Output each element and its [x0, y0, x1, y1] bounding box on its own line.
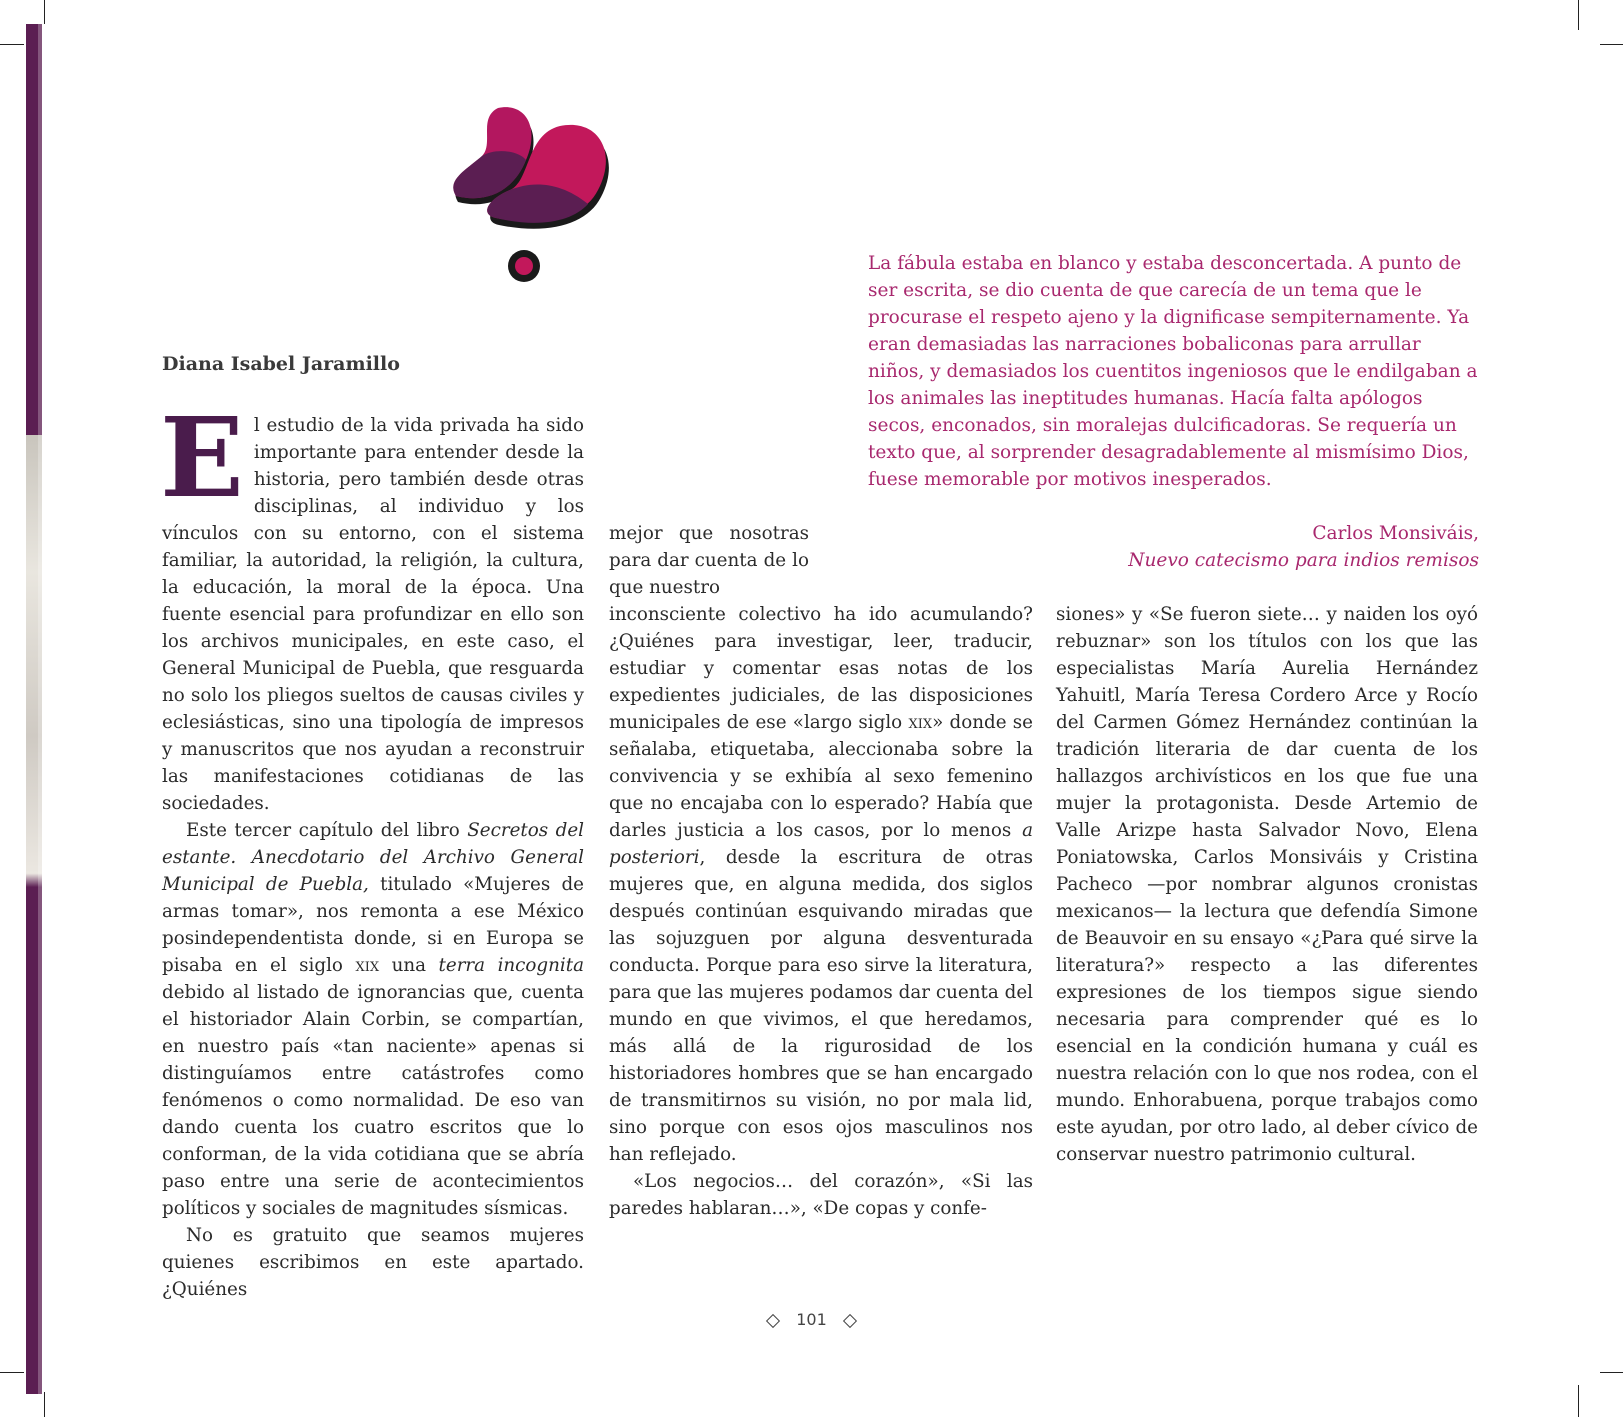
- text-run: titulado «Mujeres de armas tomar», nos remonta a ese México posindependentista donde, si en Europa se pisaba en el siglo: [162, 874, 585, 976]
- crop-mark: [44, 1392, 45, 1417]
- latin-term: terra incognita: [438, 955, 584, 976]
- article-author: Diana Isabel Jaramillo: [162, 353, 400, 375]
- crop-mark: [1600, 1372, 1623, 1373]
- crop-mark: [0, 1372, 24, 1373]
- crop-mark: [0, 44, 24, 45]
- epigraph-attribution: [979, 520, 1479, 574]
- drop-cap: E: [160, 393, 244, 522]
- crop-mark: [1578, 1385, 1579, 1417]
- crop-mark: [1578, 0, 1579, 30]
- column-2-flow: [609, 601, 1033, 1168]
- paragraph: [609, 1168, 1033, 1222]
- diamond-ornament: [843, 1313, 857, 1327]
- crop-mark: [44, 0, 45, 24]
- epigraph-work-title: Nuevo catecismo para indios remisos: [1128, 550, 1479, 571]
- text-run: una: [379, 955, 439, 976]
- text-run: debido al listado de ignorancias que, cuenta el historiador Alain Corbin, se compartían, en nuestro país «tan naciente» apenas si distinguíamos entre catástrofes como fenómenos o como normalidad. De eso van dando cuenta los cuatro escritos que lo conforman, de la vida cotidiana que se abría paso entre una serie de acontecimientos políticos y sociales de magnitudes sísmicas.: [162, 982, 584, 1219]
- book-title: Secretos del estante. Anecdotario del Archivo General Municipal de Puebla,: [162, 820, 584, 895]
- diamond-ornament: [766, 1313, 780, 1327]
- binding-strip: [26, 24, 42, 1394]
- paragraph-continuation: [1056, 601, 1478, 1168]
- century-numeral: xix: [355, 955, 380, 976]
- paragraph: [160, 393, 584, 817]
- paragraph-continuation: inconsciente colectivo ha ido acumulando? ¿Quiénes para investigar, leer, traducir, estudiar y comentar esas notas de los expedientes judiciales, de las disposiciones municipales de ese «largo siglo xix» donde se señalaba, etiquetaba, aleccionaba sobre la convivencia y se exhibía al sexo femenino que no encajaba con lo esperado? Había que darles justicia a los casos, por lo menos a posteriori, desde la escritura de otras mujeres que, en alguna medida, dos siglos después continúan esquivando miradas que las sojuzguen por alguna desventurada conducta. Porque para eso sirve la literatura, para que las mujeres podamos dar cuenta del mundo en que vivimos, el que heredamos, más allá de la rigurosidad de los historiadores hombres que se han encargado de transmitirnos su visión, no por mala lid, sino porque con esos ojos masculinos nos han reflejado.: [609, 604, 1033, 1165]
- text-run: Este tercer capítulo del libro: [186, 820, 468, 841]
- page-folio: [0, 1310, 1623, 1329]
- decorative-heart-logo: [448, 100, 620, 286]
- epigraph-author: Carlos Monsiváis,: [1312, 523, 1479, 544]
- crop-mark: [1600, 44, 1623, 45]
- paragraph: [162, 1222, 584, 1303]
- epigraph-quote: La fábula estaba en blanco y estaba desconcertada. A punto de ser escrita, se dio cuenta de que carecía de un tema que le procurase el respeto ajeno y la dignificase sempiternamente. Ya eran demasiadas las narraciones bobaliconas para arrullar niños, y demasiados los cuentitos ingeniosos que le endilgaban a los animales las ineptitudes humanas. Hacía falta apólogos secos, enconados, sin moralejas dulcificadoras. Se requería un texto que, al sorprender desagradablemente al mismísimo Dios, fuese memorable por motivos inesperados.: [868, 253, 1478, 490]
- text-column-2-top: [609, 520, 809, 601]
- text-column-2: [609, 601, 1033, 1222]
- paragraph: [162, 817, 584, 1222]
- text-run: «Los negocios… del corazón», «Si las paredes hablaran…», «De copas y confe-: [609, 1171, 1033, 1219]
- text-column-3: [1056, 601, 1478, 1168]
- paragraph-continuation: mejor que nosotras para dar cuenta de lo que nuestro: [609, 523, 809, 598]
- paragraph-text: l estudio de la vida privada ha sido importante para entender desde la historia, pero también desde otras disciplinas, al individuo y los vínculos con su entorno, con el sistema familiar, la autoridad, la religión, la cultura, la educación, la moral de la época. Una fuente esencial para profundizar en ello son los archivos municipales, en este caso, el General Municipal de Puebla, que resguarda no solo los pliegos sueltos de causas civiles y eclesiásticas, sino una tipología de impresos y manuscritos que nos ayudan a reconstruir las manifestaciones cotidianas de las sociedades.: [162, 415, 584, 814]
- text-run: No es gratuito que seamos mujeres quienes escribimos en este apartado. ¿Quiénes: [162, 1225, 584, 1300]
- page-number: 101: [796, 1310, 827, 1329]
- text-column-1: [160, 393, 585, 1303]
- text-run: siones» y «Se fueron siete… y naiden los oyó rebuznar» son los títulos con los que las especialistas María Aurelia Hernández Yahuitl, María Teresa Cordero Arce y Rocío del Carmen Gómez Hernández continúan la tradición literaria de dar cuenta de los hallazgos archivísticos en los que fue una mujer la protagonista. Desde Artemio de Valle Arizpe hasta Salvador Novo, Elena Poniatowska, Carlos Monsiváis y Cristina Pacheco —por nombrar algunos cronistas mexicanos— la lectura que defendía Simone de Beauvoir en su ensayo «¿Para qué sirve la literatura?» respecto a las diferentes expresiones de los tiempos sigue siendo necesaria para comprender qué es lo esencial en la condición humana y cuál es nuestra relación con lo que nos rodea, con el mundo. Enhorabuena, porque trabajos como este ayudan, por otro lado, al deber cívico de conservar nuestro patrimonio cultural.: [1056, 604, 1478, 1165]
